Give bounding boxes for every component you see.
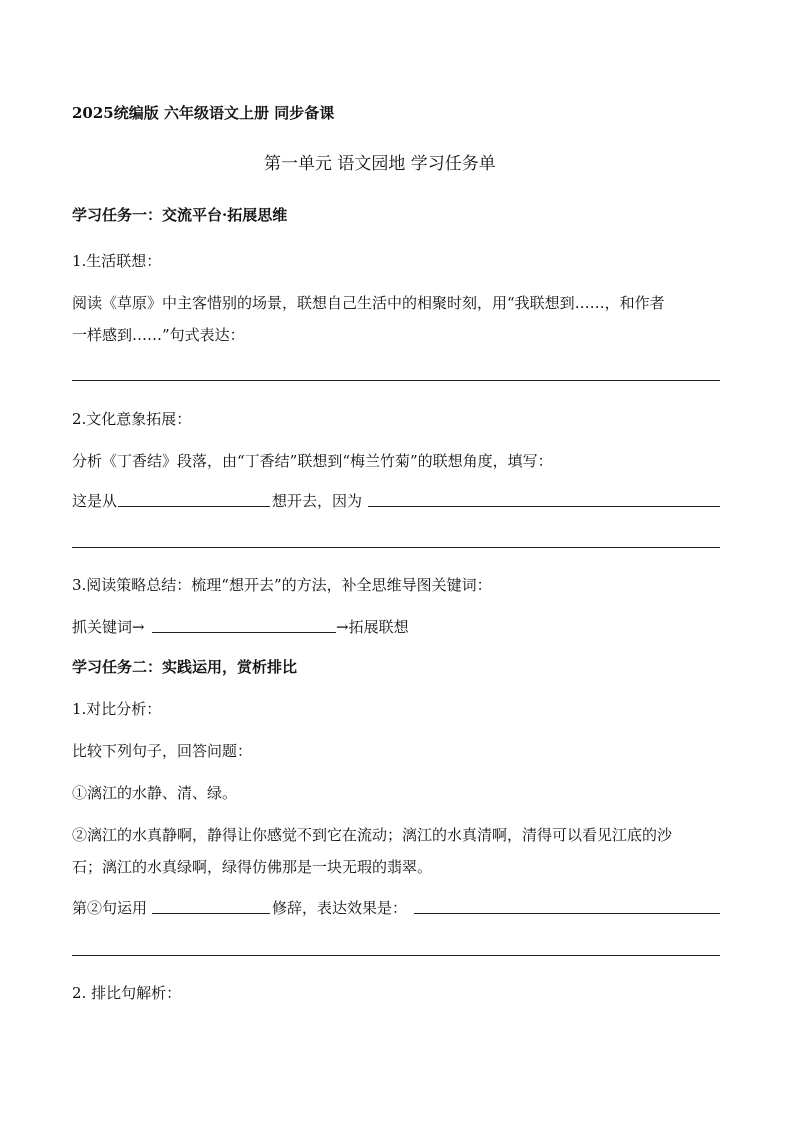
task1-q2-text: 分析《丁香结》段落，由“丁香结”联想到“梅兰竹菊”的联想角度，填写： — [72, 452, 553, 470]
task1-heading: 学习任务一：交流平台·拓展思维 — [72, 206, 288, 224]
task1-q2-blank-reason[interactable] — [368, 506, 720, 507]
task2-q1-answer-line[interactable] — [72, 955, 720, 956]
task2-heading: 学习任务二：实践运用，赏析排比 — [72, 658, 298, 676]
task2-q1-sentence2-line1: ②漓江的水真静啊，静得让你感觉不到它在流动；漓江的水真清啊，清得可以看见江底的沙 — [72, 826, 673, 844]
task1-q2-answer-line[interactable] — [72, 547, 720, 548]
page-title: 第一单元 语文园地 学习任务单 — [264, 154, 496, 174]
task1-q2-fill-middle: 想开去，因为 — [272, 492, 363, 510]
task1-q1-answer-line[interactable] — [72, 380, 720, 381]
task2-q1-intro: 比较下列句子，回答问题： — [72, 742, 253, 760]
header-edition: 2025统编版 六年级语文上册 同步备课 — [72, 104, 335, 122]
task1-q3-blank-keyword[interactable] — [152, 632, 336, 633]
task2-q1-sentence1: ①漓江的水静、清、绿。 — [72, 784, 238, 802]
task1-q3-fill-suffix: →拓展联想 — [336, 618, 409, 636]
task1-q1-label: 1.生活联想： — [72, 252, 162, 270]
task1-q1-text-line1: 阅读《草原》中主客惜别的场景，联想自己生活中的相聚时刻，用“我联想到……，和作者 — [72, 294, 665, 312]
task2-q1-label: 1.对比分析： — [72, 700, 162, 718]
task1-q2-blank-angle[interactable] — [118, 506, 270, 507]
task2-q1-fill-prefix: 第②句运用 — [72, 899, 148, 917]
task2-q1-fill-middle: 修辞，表达效果是： — [272, 899, 408, 917]
task2-q1-blank-effect[interactable] — [414, 913, 720, 914]
task1-q2-fill-prefix: 这是从 — [72, 492, 118, 510]
task2-q2-label: 2. 排比句解析： — [72, 984, 182, 1002]
task2-q1-sentence2-line2: 石；漓江的水真绿啊，绿得仿佛那是一块无瑕的翡翠。 — [72, 858, 433, 876]
task1-q3-label: 3.阅读策略总结：梳理“想开去”的方法，补全思维导图关键词： — [72, 576, 492, 594]
task1-q3-fill-prefix: 抓关键词→ — [72, 618, 145, 636]
task2-q1-blank-rhetoric[interactable] — [152, 913, 270, 914]
task1-q2-label: 2.文化意象拓展： — [72, 410, 192, 428]
task1-q1-text-line2: 一样感到……”句式表达： — [72, 326, 245, 344]
